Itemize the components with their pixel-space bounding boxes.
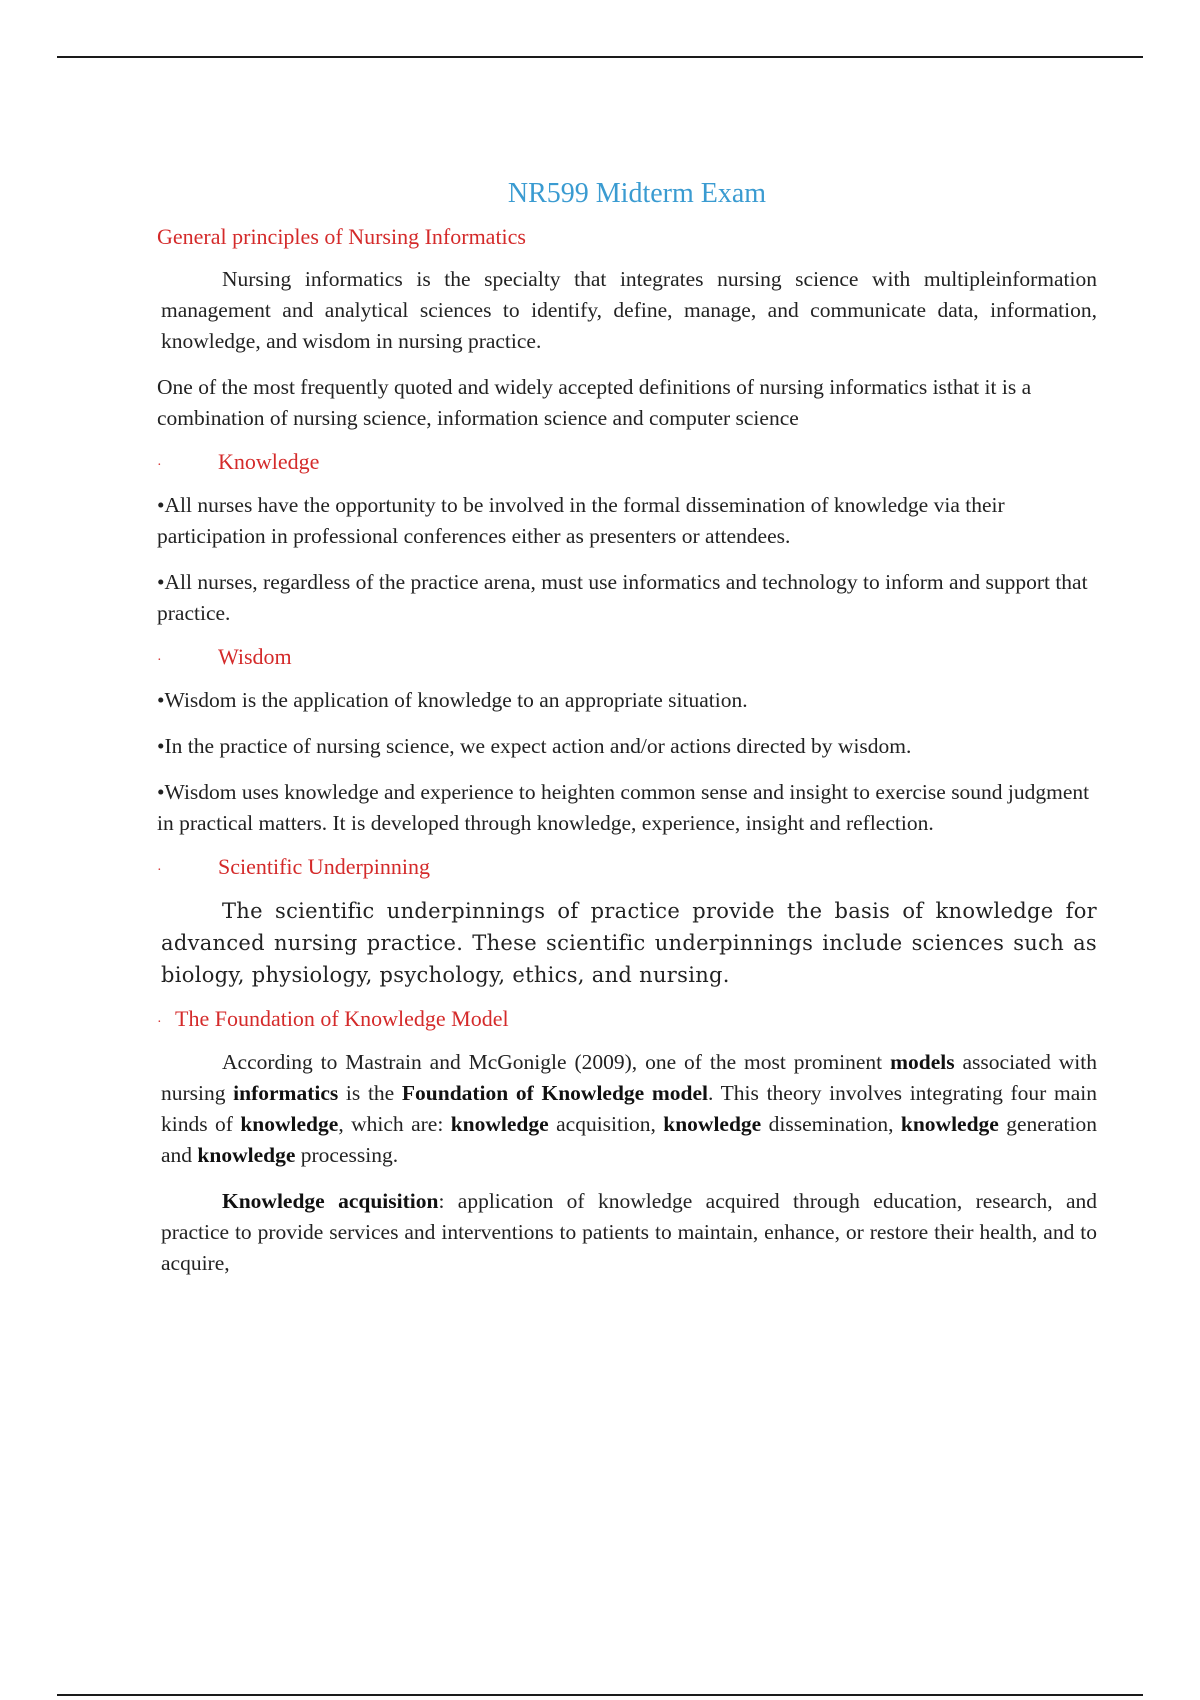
wisdom-heading-label: Wisdom: [218, 644, 292, 669]
scientific-heading-label: Scientific Underpinning: [218, 854, 431, 879]
intro-paragraph: Nursing informatics is the specialty that integrates nursing science with multipleinformation management and analytical sciences to identify, define, manage, and communicate data, information, knowledge, and wisdom in nursing practice.: [161, 267, 1097, 353]
fok-text: According to Mastrain and McGonigle (2009), one of the most prominent: [222, 1050, 891, 1074]
fok-bold: knowledge: [900, 1112, 999, 1136]
bullet-dot-icon: ·: [157, 653, 162, 668]
bullet-dot-icon: ·: [157, 863, 162, 878]
scientific-heading: [157, 854, 1097, 880]
fok-bold: knowledge: [240, 1112, 339, 1136]
knowledge-acquisition-term: Knowledge acquisition: [222, 1189, 439, 1213]
fok-bold: Foundation of Knowledge model: [401, 1081, 709, 1105]
fok-bold: knowledge: [197, 1143, 296, 1167]
fok-text: processing.: [295, 1143, 399, 1167]
wisdom-item-2: •In the practice of nursing science, we expect action and/or actions directed by wisdom.: [157, 734, 912, 758]
fok-text: , which are:: [338, 1112, 451, 1136]
fok-text: associated with nursing: [161, 1050, 1097, 1105]
bullet-dot-icon: ·: [157, 1015, 162, 1030]
knowledge-heading: [157, 449, 1097, 475]
fok-bold: informatics: [233, 1081, 339, 1105]
knowledge-acquisition-paragraph: [157, 1186, 1097, 1279]
knowledge-acquisition-text: : application of knowledge acquired through education, research, and practice to provide services and interventions to patients to maintain, enhance, or restore their health, and to acquire,: [161, 1189, 1097, 1275]
top-rule: [57, 56, 1143, 58]
fok-text: dissemination,: [761, 1112, 901, 1136]
wisdom-item-3: •Wisdom uses knowledge and experience to heighten common sense and insight to exercise sound judgment in practical matters. It is developed through knowledge, experience, insight and reflection.: [157, 780, 1090, 835]
knowledge-heading-label: Knowledge: [218, 449, 320, 474]
fok-paragraph: [157, 1047, 1097, 1171]
definition-paragraph: One of the most frequently quoted and widely accepted definitions of nursing informatics isthat it is a combination of nursing science, information science and computer science: [157, 375, 1032, 430]
section-heading: General principles of Nursing Informatics: [157, 224, 526, 249]
fok-heading: [157, 1006, 1097, 1032]
wisdom-heading: [157, 644, 1097, 670]
fok-heading-label: The Foundation of Knowledge Model: [175, 1006, 509, 1031]
fok-bold: knowledge: [663, 1112, 762, 1136]
knowledge-item-2: •All nurses, regardless of the practice arena, must use informatics and technology to inform and support that practice.: [157, 570, 1088, 625]
document-body: [157, 178, 1097, 1294]
fok-text: generation and: [161, 1112, 1097, 1167]
scientific-paragraph: The scientific underpinnings of practice provide the basis of knowledge for advanced nursing practice. These scientific underpinnings include sciences such as biology, physiology, psychology, ethics, and nursing.: [161, 899, 1097, 987]
fok-bold: knowledge: [450, 1112, 549, 1136]
wisdom-item-1: •Wisdom is the application of knowledge to an appropriate situation.: [157, 688, 748, 712]
fok-text: acquisition,: [548, 1112, 664, 1136]
bottom-rule: [57, 1694, 1143, 1696]
fok-bold: models: [890, 1050, 955, 1074]
bullet-dot-icon: ·: [157, 458, 162, 473]
fok-text: is the: [338, 1081, 402, 1105]
knowledge-item-1: •All nurses have the opportunity to be involved in the formal dissemination of knowledge via their participation in professional conferences either as presenters or attendees.: [157, 493, 1005, 548]
page-title: NR599 Midterm Exam: [507, 178, 767, 209]
fok-text: . This theory involves integrating four main kinds of: [161, 1081, 1097, 1136]
